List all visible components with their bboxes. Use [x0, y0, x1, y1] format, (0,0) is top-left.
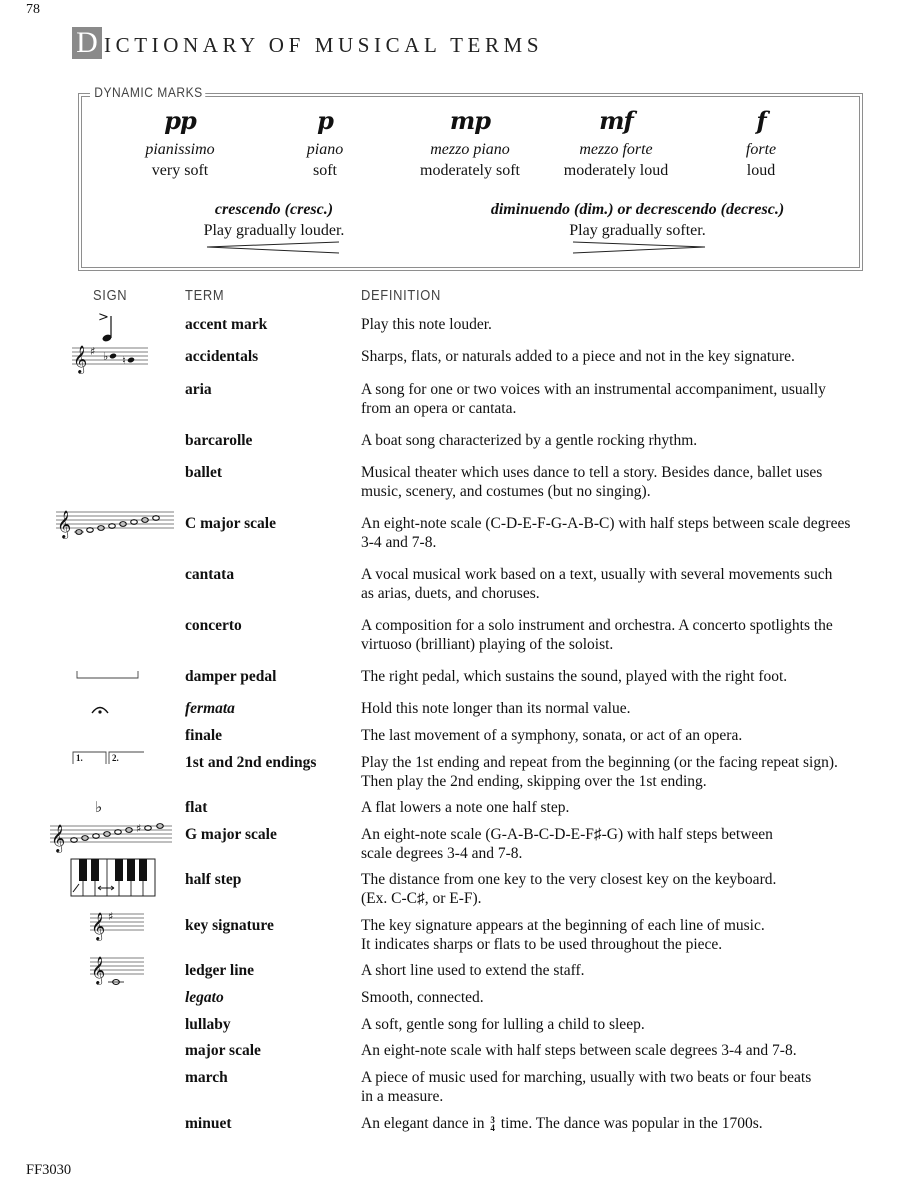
term-fermata: fermata	[185, 700, 235, 717]
definition: The key signature appears at the beginning of each line of music. It indicates sharps or flats to be used throughout the piece.	[361, 917, 765, 953]
svg-text:♯: ♯	[136, 822, 142, 835]
crescendo-hairpin	[205, 241, 341, 257]
g-major-scale-staff	[50, 818, 172, 854]
definition: A boat song characterized by a gentle rocking rhythm.	[361, 432, 698, 449]
definition: A flat lowers a note one half step.	[361, 799, 570, 816]
definition: The last movement of a symphony, sonata, or act of an opera.	[361, 727, 743, 744]
dynamic-italian: pianissimo	[145, 141, 215, 158]
column-header-sign: SIGN	[93, 287, 128, 304]
dynamic-symbol: f	[756, 106, 766, 135]
definition: Sharps, flats, or naturals added to a piece and not in the key signature.	[361, 348, 795, 365]
dynamic-meaning: loud	[746, 162, 776, 179]
term-cantata: cantata	[185, 566, 235, 583]
definition: A composition for a solo instrument and orchestra. A concerto spotlights the virtuoso (brilliant) playing of the soloist.	[361, 617, 833, 653]
column-header-definition: DEFINITION	[361, 287, 441, 304]
svg-text:𝄞: 𝄞	[73, 345, 88, 373]
damper-pedal-mark	[76, 670, 140, 682]
dynamic-meaning: very soft	[151, 162, 209, 179]
definition: An eight-note scale (C-D-E-F-G-A-B-C) with half steps between scale degrees 3-4 and 7-8.	[361, 515, 851, 551]
accidentals-staff	[72, 340, 148, 374]
dynamic-symbol: mf	[599, 106, 633, 135]
svg-text:♭: ♭	[95, 798, 103, 816]
dynamic-meaning: moderately soft	[420, 162, 520, 179]
term-finale: finale	[185, 727, 223, 744]
definition: The right pedal, which sustains the sound, played with the right foot.	[361, 668, 788, 685]
term-major-scale: major scale	[185, 1042, 261, 1059]
title-initial: D	[72, 27, 102, 59]
definition: A piece of music used for marching, usually with two beats or four beats in a measure.	[361, 1069, 812, 1105]
svg-text:𝄞: 𝄞	[57, 510, 72, 538]
dynamic-symbol: pp	[164, 106, 196, 135]
diminuendo-block	[450, 199, 825, 241]
definition: A song for one or two voices with an instrumental accompaniment, usually from an opera or cantata.	[361, 381, 826, 417]
term-g-major-scale: G major scale	[185, 826, 277, 843]
definition: An eight-note scale with half steps between scale degrees 3-4 and 7-8.	[361, 1042, 797, 1059]
svg-text:𝄞: 𝄞	[51, 824, 66, 852]
term-accidentals: accidentals	[185, 348, 259, 365]
definition: An eight-note scale (G-A-B-C-D-E-F♯-G) with half steps between scale degrees 3-4 and 7-8.	[361, 826, 773, 862]
key-signature-staff	[90, 906, 144, 942]
first-ending-label: 1.	[76, 753, 83, 763]
svg-text:>: >	[98, 312, 109, 325]
dynamic-italian: mezzo piano	[430, 141, 510, 158]
dynamic-italian: forte	[745, 141, 777, 158]
half-step-keyboard	[70, 858, 158, 898]
page-title	[72, 27, 543, 59]
crescendo-title: crescendo (cresc.)	[214, 201, 334, 218]
dynamic-mark-pp	[100, 106, 260, 181]
diminuendo-title: diminuendo (dim.) or decrescendo (decresc.)	[490, 201, 785, 218]
definition: An elegant dance in 3 4 time. The dance was popular in the 1700s.	[361, 1115, 763, 1133]
diminuendo-text: Play gradually softer.	[569, 222, 706, 239]
svg-text:𝄞: 𝄞	[91, 956, 106, 984]
dynamic-symbol: p	[317, 106, 333, 135]
term-accent-mark: accent mark	[185, 316, 268, 333]
diminuendo-hairpin	[571, 241, 707, 257]
term-legato: legato	[185, 989, 224, 1006]
definition: The distance from one key to the very closest key on the keyboard. (Ex. C-C♯, or E-F).	[361, 871, 777, 907]
definition: A soft, gentle song for lulling a child to sleep.	[361, 1016, 645, 1033]
term-flat: flat	[185, 799, 208, 816]
definition: Musical theater which uses dance to tell a story. Besides dance, ballet uses music, scenery, and costumes (but no singing).	[361, 464, 823, 500]
dynamic-marks-legend: DYNAMIC MARKS	[90, 84, 205, 100]
dynamic-italian: piano	[306, 141, 344, 158]
term-endings: 1st and 2nd endings	[185, 754, 317, 771]
second-ending-label: 2.	[112, 753, 119, 763]
definition: A vocal musical work based on a text, usually with several movements such as arias, duets, and choruses.	[361, 566, 833, 602]
dynamic-mark-f	[681, 106, 841, 181]
definition: Play this note louder.	[361, 316, 492, 333]
term-c-major-scale: C major scale	[185, 515, 276, 532]
term-damper-pedal: damper pedal	[185, 668, 277, 685]
definition: Smooth, connected.	[361, 989, 484, 1006]
term-minuet: minuet	[185, 1115, 232, 1132]
flat-icon	[94, 798, 106, 816]
svg-text:♮: ♮	[122, 354, 126, 367]
time-signature: 3 4	[490, 1115, 495, 1133]
svg-text:♯: ♯	[90, 345, 96, 358]
definition: Hold this note longer than its normal value.	[361, 700, 631, 717]
footer-code: FF3030	[26, 1162, 72, 1178]
dynamic-mark-mf	[536, 106, 696, 181]
definition: Play the 1st ending and repeat from the beginning (or the facing repeat sign). Then play the 2nd ending, skipping over the 1st ending.	[361, 754, 838, 790]
fermata-icon	[90, 702, 110, 716]
term-barcarolle: barcarolle	[185, 432, 253, 449]
dynamic-mark-mp	[390, 106, 550, 181]
dynamic-italian: mezzo forte	[579, 141, 653, 158]
svg-text:♭: ♭	[103, 350, 109, 363]
term-march: march	[185, 1069, 228, 1086]
term-lullaby: lullaby	[185, 1016, 231, 1033]
svg-text:♯: ♯	[108, 910, 114, 923]
c-major-scale-staff	[56, 506, 174, 540]
column-header-term: TERM	[185, 287, 225, 304]
dynamic-meaning: moderately loud	[563, 162, 669, 179]
crescendo-block	[174, 199, 374, 241]
definition: A short line used to extend the staff.	[361, 962, 585, 979]
ledger-line-staff	[90, 950, 144, 990]
term-aria: aria	[185, 381, 212, 398]
term-ballet: ballet	[185, 464, 223, 481]
dynamic-meaning: soft	[313, 162, 337, 179]
term-key-signature: key signature	[185, 917, 274, 934]
crescendo-text: Play gradually louder.	[203, 222, 345, 239]
title-text: ICTIONARY OF MUSICAL TERMS	[104, 32, 544, 57]
page-number: 78	[26, 2, 40, 17]
svg-text:𝄞: 𝄞	[91, 912, 106, 940]
term-ledger-line: ledger line	[185, 962, 255, 979]
dynamic-symbol: mp	[449, 106, 491, 135]
dynamic-mark-p	[245, 106, 405, 181]
term-concerto: concerto	[185, 617, 242, 634]
endings-brackets	[72, 750, 146, 768]
term-half-step: half step	[185, 871, 242, 888]
